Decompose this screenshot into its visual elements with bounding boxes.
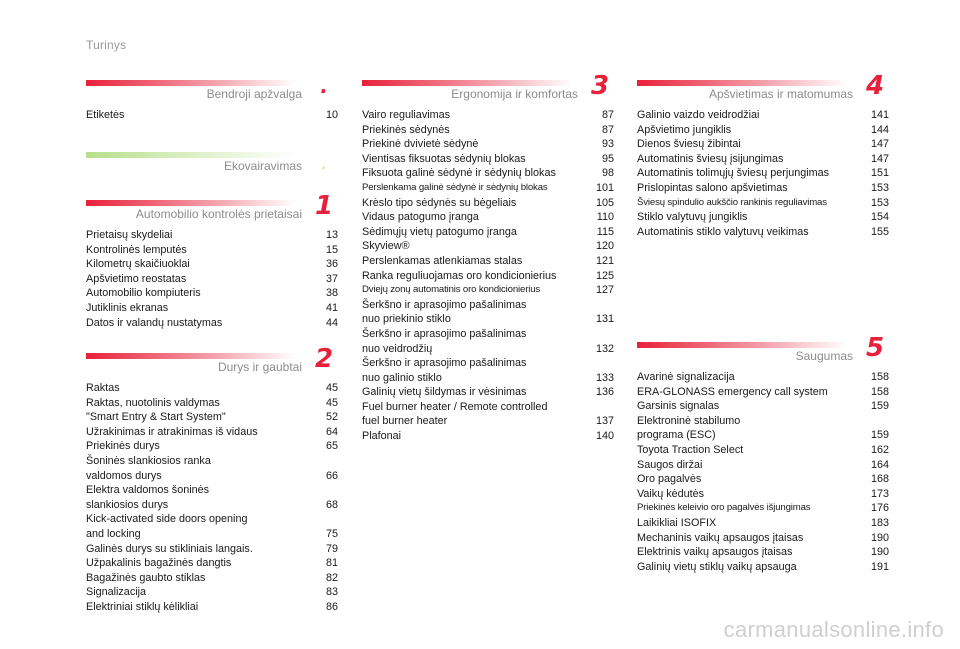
toc-entry-page: 38 <box>325 287 338 300</box>
toc-entry-title: Jutiklinis ekranas <box>86 301 169 314</box>
toc-entry[interactable] <box>86 585 338 600</box>
entry-list <box>362 108 614 444</box>
toc-entry-page: 52 <box>325 411 338 424</box>
toc-entry[interactable] <box>362 137 614 152</box>
toc-entry[interactable] <box>86 257 338 272</box>
toc-entry[interactable] <box>86 542 338 557</box>
toc-entry-title: Šerkšno ir aprasojimo pašalinimas nuo galinio stiklo <box>362 357 527 384</box>
toc-entry-title: Oro pagalvės <box>637 473 702 486</box>
section-title: Apšvietimas ir matomumas <box>708 87 853 101</box>
toc-entry-title: Saugos diržai <box>637 458 703 471</box>
toc-entry[interactable] <box>86 454 338 483</box>
toc-entry-page: 162 <box>870 443 889 456</box>
toc-entry-page: 190 <box>870 531 889 544</box>
toc-entry-page: 45 <box>325 382 338 394</box>
section-number: 2 <box>314 344 334 374</box>
toc-entry-page: 155 <box>870 225 889 238</box>
entry-list <box>86 108 338 123</box>
toc-entry-title: Galinių vietų šildymas ir vėsinimas <box>362 386 527 399</box>
toc-entry-page: 168 <box>870 473 889 486</box>
toc-entry-page: 140 <box>595 430 614 443</box>
toc-entry[interactable] <box>362 269 614 284</box>
toc-entry-page: 44 <box>325 316 338 329</box>
toc-entry-page: 164 <box>870 458 889 471</box>
toc-entry[interactable] <box>86 410 338 425</box>
toc-entry-title: Kontrolinės lemputės <box>86 243 187 256</box>
section-bar <box>86 200 296 206</box>
toc-entry-page: 64 <box>325 425 338 438</box>
toc-entry-title: Galinio vaizdo veidrodžiai <box>637 109 760 121</box>
section-title: Ekovairavimas <box>223 159 302 173</box>
toc-entry[interactable] <box>637 399 889 414</box>
toc-entry-page: 15 <box>325 243 338 256</box>
toc-entry-title: Dienos šviesų žibintai <box>637 138 741 151</box>
toc-entry-title: Šerkšno ir aprasojimo pašalinimas nuo priekinio stiklo <box>362 298 527 326</box>
toc-entry[interactable] <box>362 166 614 181</box>
toc-entry-title: Automatinis stiklo valytuvų veikimas <box>637 225 809 238</box>
toc-entry-title: Plafonai <box>362 430 402 443</box>
toc-entry-title: Stiklo valytuvų jungiklis <box>637 211 748 224</box>
toc-section-3 <box>362 71 614 444</box>
toc-entry-page: 159 <box>870 400 889 413</box>
toc-entry[interactable] <box>86 396 338 411</box>
toc-entry[interactable] <box>637 531 889 546</box>
toc-entry-page: 13 <box>325 229 338 241</box>
toc-entry[interactable] <box>362 196 614 211</box>
toc-entry[interactable] <box>362 327 614 356</box>
toc-entry[interactable] <box>362 108 614 123</box>
toc-entry-page: 176 <box>870 502 889 515</box>
section-bar <box>362 80 572 86</box>
section-number: . <box>320 74 328 98</box>
toc-entry[interactable] <box>637 196 889 211</box>
toc-entry-page: 144 <box>870 123 889 136</box>
toc-entry-title: Automatinis tolimųjų šviesų perjungimas <box>637 167 830 180</box>
toc-entry-title: Priekinės keleivio oro pagalvės išjungimas <box>637 502 811 514</box>
toc-entry-page: 131 <box>595 313 614 326</box>
toc-entry-title: Vidaus patogumo įranga <box>362 211 479 224</box>
toc-entry[interactable] <box>362 123 614 138</box>
toc-entry[interactable] <box>637 123 889 138</box>
toc-entry[interactable] <box>637 137 889 152</box>
toc-entry[interactable] <box>362 225 614 240</box>
toc-entry-page: 153 <box>870 196 889 209</box>
toc-entry-page: 87 <box>601 123 614 136</box>
toc-entry-title: Prietaisų skydeliai <box>86 229 173 241</box>
toc-entry-title: Vientisas fiksuotas sėdynių blokas <box>362 152 526 165</box>
toc-entry-title: Automatinis šviesų įsijungimas <box>637 152 784 165</box>
toc-entry[interactable] <box>637 181 889 196</box>
toc-entry-title: Etiketės <box>86 109 125 121</box>
toc-entry-title: Šerkšno ir aprasojimo pašalinimas nuo veidrodžių <box>362 327 527 355</box>
toc-entry-title: Kick-activated side doors opening and locking <box>86 513 248 540</box>
toc-entry-title: Datos ir valandų nustatymas <box>86 316 223 329</box>
toc-entry[interactable] <box>86 286 338 301</box>
toc-entry-page: 86 <box>325 600 338 613</box>
section-title: Ergonomija ir komfortas <box>451 87 578 101</box>
toc-entry-title: Laikikliai ISOFIX <box>637 516 717 529</box>
toc-entry-page: 125 <box>595 269 614 282</box>
toc-entry-page: 141 <box>870 109 889 121</box>
toc-section-1 <box>86 191 338 330</box>
toc-entry[interactable] <box>86 571 338 586</box>
toc-entry[interactable] <box>86 108 338 123</box>
section-bar <box>637 80 847 86</box>
toc-entry[interactable] <box>86 228 338 243</box>
toc-entry-title: Užpakalinis bagažinės dangtis <box>86 557 232 570</box>
section-number: 3 <box>590 71 610 101</box>
toc-entry[interactable] <box>86 512 338 541</box>
section-bar <box>86 80 296 86</box>
section-number: 4 <box>865 71 885 101</box>
toc-entry-page: 10 <box>325 109 338 121</box>
toc-entry-title: Užrakinimas ir atrakinimas iš vidaus <box>86 425 258 438</box>
toc-entry-title: Bagažinės gaubto stiklas <box>86 571 206 584</box>
toc-entry-page: 191 <box>870 560 889 573</box>
toc-entry-title: Šoninės slankiosios ranka valdomos durys <box>86 454 211 482</box>
entry-list <box>637 108 889 239</box>
toc-entry-title: "Smart Entry & Start System" <box>86 411 226 424</box>
toc-section-4 <box>637 71 889 239</box>
toc-entry-page: 41 <box>325 301 338 314</box>
toc-entry-title: Skyview® <box>362 240 410 253</box>
toc-entry-title: Sėdimųjų vietų patogumo įranga <box>362 225 517 238</box>
toc-entry[interactable] <box>362 298 614 327</box>
toc-entry[interactable] <box>362 429 614 444</box>
page-header: Turinys <box>86 38 127 52</box>
toc-entry[interactable] <box>637 414 889 443</box>
toc-entry-page: 87 <box>601 109 614 121</box>
toc-entry-page: 132 <box>595 342 614 355</box>
toc-entry-page: 159 <box>870 429 889 442</box>
toc-entry-page: 101 <box>595 181 614 194</box>
toc-entry[interactable] <box>637 385 889 400</box>
toc-entry[interactable] <box>362 254 614 269</box>
entry-list <box>86 381 338 615</box>
toc-entry-title: Priekinės durys <box>86 440 160 453</box>
toc-entry-title: Šviesų spindulio aukščio rankinis reguliavimas <box>637 196 827 208</box>
toc-entry[interactable] <box>637 501 889 516</box>
toc-entry[interactable] <box>637 516 889 531</box>
toc-entry-page: 158 <box>870 371 889 383</box>
toc-entry[interactable] <box>637 545 889 560</box>
toc-entry-page: 66 <box>325 469 338 482</box>
toc-entry-title: ERA-GLONASS emergency call system <box>637 385 828 398</box>
toc-entry-title: Signalizacija <box>86 586 147 599</box>
toc-entry[interactable] <box>86 381 338 396</box>
toc-entry-page: 136 <box>595 386 614 399</box>
entry-list <box>86 228 338 330</box>
toc-entry-page: 190 <box>870 546 889 559</box>
section-number: 5 <box>865 333 885 363</box>
toc-entry[interactable] <box>362 152 614 167</box>
toc-entry-title: Kilometrų skaičiuoklai <box>86 258 190 271</box>
toc-entry[interactable] <box>637 472 889 487</box>
toc-entry-page: 183 <box>870 516 889 529</box>
toc-entry-title: Fuel burner heater / Remote controlled fuel burner heater <box>362 400 548 428</box>
toc-entry[interactable] <box>637 370 889 385</box>
toc-entry-page: 105 <box>595 196 614 209</box>
toc-entry-title: Vaikų kėdutės <box>637 487 705 500</box>
toc-section-2 <box>86 344 338 615</box>
toc-entry-title: Elektriniai stiklų kėlikliai <box>86 600 199 613</box>
toc-entry-page: 147 <box>870 152 889 165</box>
section-bar <box>637 342 847 348</box>
toc-entry[interactable] <box>637 166 889 181</box>
toc-entry-page: 154 <box>870 211 889 224</box>
toc-entry[interactable] <box>86 439 338 454</box>
section-bar <box>86 152 296 158</box>
toc-entry[interactable] <box>362 356 614 385</box>
toc-entry-title: Elektrinis vaikų apsaugos įtaisas <box>637 546 793 559</box>
entry-list <box>637 370 889 574</box>
toc-entry-page: 115 <box>596 225 614 238</box>
section-number: 1 <box>314 191 334 221</box>
toc-entry-title: Apšvietimo jungiklis <box>637 123 732 136</box>
toc-entry-title: Avarinė signalizacija <box>637 371 735 383</box>
toc-entry[interactable] <box>637 560 889 575</box>
toc-entry-title: Vairo reguliavimas <box>362 109 451 121</box>
toc-entry-title: Elektroninė stabilumo programa (ESC) <box>637 414 741 442</box>
toc-entry-title: Priekinė dvivietė sėdynė <box>362 138 479 151</box>
toc-entry-title: Dviejų zonų automatinis oro kondicionierius <box>362 284 541 296</box>
section-number: . <box>321 158 327 172</box>
toc-entry-page: 158 <box>870 385 889 398</box>
toc-entry-page: 151 <box>870 167 889 180</box>
toc-entry-title: Mechaninis vaikų apsaugos įtaisas <box>637 531 804 544</box>
toc-entry[interactable] <box>637 108 889 123</box>
toc-entry-page: 81 <box>325 557 338 570</box>
section-title: Automobilio kontrolės prietaisai <box>135 207 302 221</box>
toc-entry[interactable] <box>362 385 614 400</box>
toc-entry-title: Prislopintas salono apšvietimas <box>637 181 788 194</box>
toc-entry-title: Elektra valdomos šoninės slankiosios durys <box>86 484 210 511</box>
toc-entry-page: 68 <box>325 498 338 511</box>
toc-entry[interactable] <box>637 443 889 458</box>
toc-entry-title: Perslenkama galinė sėdynė ir sėdynių blokas <box>362 181 548 193</box>
toc-entry[interactable] <box>637 487 889 502</box>
toc-entry[interactable] <box>86 272 338 287</box>
toc-entry-title: Raktas, nuotolinis valdymas <box>86 396 220 409</box>
toc-entry-page: 153 <box>870 181 889 194</box>
toc-entry[interactable] <box>362 239 614 254</box>
toc-entry-page: 147 <box>870 138 889 151</box>
toc-entry[interactable] <box>86 301 338 316</box>
toc-entry-page: 173 <box>870 487 889 500</box>
toc-entry-page: 36 <box>325 258 338 271</box>
toc-entry[interactable] <box>362 210 614 225</box>
toc-entry[interactable] <box>362 181 614 196</box>
toc-entry-title: Priekinės sėdynės <box>362 123 450 136</box>
toc-section-general <box>86 74 338 123</box>
watermark-text: carmanualsonline.info <box>723 617 944 642</box>
toc-entry-page: 137 <box>595 415 614 428</box>
toc-entry-page: 110 <box>596 211 614 224</box>
toc-entry-title: Apšvietimo reostatas <box>86 272 187 285</box>
toc-entry-page: 75 <box>325 527 338 540</box>
section-bar <box>86 353 296 359</box>
toc-entry[interactable] <box>86 243 338 258</box>
toc-entry[interactable] <box>362 400 614 429</box>
toc-entry-page: 65 <box>325 440 338 453</box>
toc-entry-page: 133 <box>595 371 614 384</box>
toc-entry-title: Galinės durys su stikliniais langais. <box>86 542 253 555</box>
toc-section-eco <box>86 152 338 178</box>
toc-entry-title: Raktas <box>86 382 120 394</box>
toc-entry-title: Galinių vietų stiklų vaikų apsauga <box>637 560 797 573</box>
toc-entry[interactable] <box>362 283 614 298</box>
section-title: Durys ir gaubtai <box>217 360 302 374</box>
toc-entry-title: Automobilio kompiuteris <box>86 287 201 300</box>
toc-entry-page: 79 <box>325 542 338 555</box>
toc-entry-page: 93 <box>601 138 614 151</box>
toc-entry-page: 120 <box>595 240 614 253</box>
toc-section-5 <box>637 333 889 574</box>
toc-entry[interactable] <box>86 556 338 571</box>
toc-entry-title: Ranka reguliuojamas oro kondicionierius <box>362 269 557 282</box>
toc-entry[interactable] <box>86 483 338 512</box>
section-title: Saugumas <box>795 349 853 363</box>
toc-entry-title: Fiksuota galinė sėdynė ir sėdynių blokas <box>362 167 556 180</box>
toc-entry-page: 121 <box>595 254 614 267</box>
toc-entry[interactable] <box>86 316 338 331</box>
toc-entry-page: 127 <box>595 284 614 297</box>
toc-entry[interactable] <box>86 600 338 615</box>
toc-entry[interactable] <box>637 210 889 225</box>
toc-entry-page: 98 <box>601 167 614 180</box>
toc-entry-page: 95 <box>601 152 614 165</box>
toc-entry-title: Krėslo tipo sėdynės su bėgeliais <box>362 196 517 209</box>
toc-entry[interactable] <box>637 152 889 167</box>
toc-entry-title: Toyota Traction Select <box>637 443 744 456</box>
toc-entry[interactable] <box>86 425 338 440</box>
toc-entry-page: 83 <box>325 586 338 599</box>
toc-entry[interactable] <box>637 225 889 240</box>
section-title: Bendroji apžvalga <box>206 87 302 101</box>
toc-entry-title: Garsinis signalas <box>637 400 720 413</box>
toc-entry-page: 37 <box>325 272 338 285</box>
toc-entry-page: 45 <box>325 396 338 409</box>
toc-entry[interactable] <box>637 458 889 473</box>
toc-entry-title: Perslenkamas atlenkiamas stalas <box>362 254 523 267</box>
toc-entry-page: 82 <box>325 571 338 584</box>
